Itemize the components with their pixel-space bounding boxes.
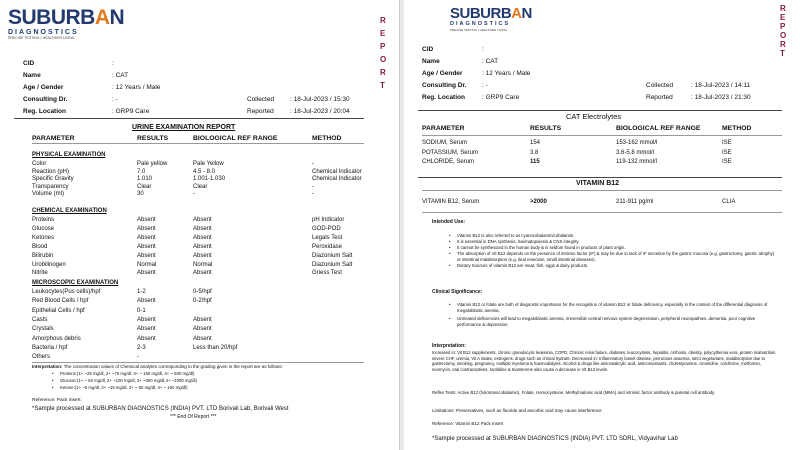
report-vertical-stamp — [780, 4, 786, 58]
table-cell: Absent — [137, 298, 156, 305]
table-cell: Specific Gravity — [32, 176, 74, 183]
intended-use-list — [449, 233, 779, 269]
column-header: RESULTS — [530, 125, 562, 132]
table-cell: 4.5 - 8.0 — [193, 168, 216, 175]
table-cell: Reaction (pH) — [32, 168, 70, 175]
collected-value: : 18-Jul-2023 / 14:11 — [691, 82, 751, 89]
report-letter: T — [380, 81, 385, 90]
table-cell: ISE — [722, 140, 732, 146]
table-cell: - — [193, 191, 195, 198]
clinical-item: • Untreated deficiencies will lead to megaloblastic anemia, irreversible central nervous system degeneration, peripheral neuropathies, dementia, poor cognitive performance & depression. — [449, 316, 779, 328]
table-cell: GOD-POD — [312, 225, 341, 232]
table-cell: 0-1 — [137, 307, 146, 314]
name-label: Name — [23, 72, 41, 79]
table-cell: POTASSIUM, Serum — [422, 149, 478, 156]
table-cell: 153-162 mmol/l — [616, 140, 658, 146]
divider — [32, 143, 364, 144]
table-cell: Clear — [193, 183, 208, 190]
clinical-significance-label: Clinical Significance: — [432, 289, 483, 295]
report-letter: T — [780, 49, 785, 58]
table-cell: 0-5/hpf — [193, 289, 212, 295]
section-heading: PHYSICAL EXAMINATION — [32, 152, 106, 158]
intended-use-item: • It is essential in DNA synthesis, haematopoiesis & CNS integrity. — [449, 239, 779, 245]
name-value: : CAT — [112, 72, 129, 79]
table-cell: 1-2 — [137, 289, 146, 295]
divider — [422, 135, 782, 136]
report-letter: P — [380, 42, 386, 51]
collected-label: Collected — [646, 82, 674, 89]
table-cell: Proteins — [32, 217, 55, 223]
interpretation-text: Increased in: Vit B12 supplements, chronic granulocytic leukemia, COPD, Chronic renal failure, diabetes, leucocytosis, hepatitis, cirrhosis, obesity, polycythemia vera, protein malnutrition, severe CHF, uremia, Vit A intake, estrogens, drugs such as chloral hydrate. Decreased in: Inflammatory bowel disease, pernicious anaemia, strict vegetarians, malabsorption due to gastrectomy, smoking, pregnancy, multiple myeloma & haemodialysis. Alcohol & drugs like aminosalicylic acid, anticonvulsants, cholestyramine, cimetidine, colchicine, metformin, neomycin, oral contraceptives, ranitidine & triamterene also cause a decrease in Vit B12 levels. — [432, 350, 777, 372]
report-letter: R — [780, 40, 786, 49]
table-cell: 115 — [530, 159, 540, 165]
table-cell: Volume (ml) — [32, 191, 65, 198]
table-cell: Absent — [137, 252, 156, 259]
loc-label: Reg. Location — [23, 108, 66, 115]
table-cell: >2000 — [530, 199, 547, 205]
divider — [422, 212, 782, 213]
table-cell: ISE — [722, 149, 732, 156]
grading-item: • Glucose:(1+ ~ 50 mg/dl, 2+ ~100 mg/dl, 3+ ~300 mg/dl,4+ ~1000 mg/dl) — [52, 378, 372, 385]
report-letter: R — [380, 16, 386, 25]
age-label: Age / Gender — [23, 84, 64, 91]
table-cell: Absent — [193, 225, 212, 232]
reported-label: Reported — [247, 108, 274, 115]
report-letter: E — [780, 13, 786, 22]
table-cell: Absent — [193, 243, 212, 250]
table-cell: - — [312, 183, 314, 190]
table-cell: Ketones — [32, 234, 55, 241]
table-cell: Casts — [32, 316, 48, 323]
table-cell: Clear — [137, 183, 152, 190]
column-header: PARAMETER — [32, 135, 75, 142]
table-cell: 1.001-1.030 — [193, 176, 226, 183]
section-heading: CHEMICAL EXAMINATION — [32, 208, 107, 214]
report-letter: R — [780, 4, 786, 13]
interpretation-label: Interpretation: — [432, 343, 466, 349]
table-cell: 2-3 — [137, 344, 146, 351]
table-cell: - — [312, 191, 314, 198]
table-cell: Pale Yellow — [193, 161, 224, 167]
table-cell: Peroxidase — [312, 243, 343, 250]
dr-label: Consulting Dr. — [422, 82, 467, 89]
report-letter: R — [380, 68, 386, 77]
table-cell: Diazonium Salt — [312, 252, 353, 259]
reported-label: Reported — [646, 94, 673, 101]
age-value: : 12 Years / Male — [482, 70, 531, 77]
report-letter: P — [780, 22, 786, 31]
table-cell: 30 — [137, 191, 144, 198]
dr-label: Consulting Dr. — [23, 96, 68, 103]
interpretation-text: The concentration values of Chemical analytes corresponding to the grading given in the report are as follows: — [63, 364, 283, 369]
table-cell: Crystals — [32, 326, 54, 333]
table-cell: Absent — [193, 252, 212, 259]
intended-use-item: • Dietary Sources of vitamin B12 are meat, fish, eggs & dairy products. — [449, 263, 779, 269]
table-cell: Griess Test — [312, 270, 342, 277]
suburban-logo: SUBURBAN DIAGNOSTICS PRECISE TESTING • HEALTHIER LIVING — [450, 5, 532, 32]
table-cell: Absent — [193, 270, 212, 277]
divider — [418, 110, 782, 111]
age-value: : 12 Years / Male — [112, 84, 161, 91]
table-cell: Chemical Indicator — [312, 168, 362, 175]
intended-use-item: • The absorption of Vit B12 depends on the presence of intrinsic factor (IF) & may be due to lack of IF secretion by the gastric mucosa (e.g. gastrectomy, gastric atrophy) or intestinal malabsorption (e.g. ileal resection, small intestinal diseases). — [449, 251, 779, 263]
table-cell: Absent — [193, 234, 212, 241]
intended-use-item: • It cannot be synthesized in the human body & is seldom found in products of plant origin. — [449, 245, 779, 251]
column-header: BIOLOGICAL REF RANGE — [616, 125, 701, 132]
table-cell: Absent — [193, 326, 212, 333]
table-cell: Bilirubin — [32, 252, 54, 259]
dr-value: : - — [112, 96, 118, 103]
column-header: PARAMETER — [422, 125, 465, 132]
table-cell: VITAMIN B12, Serum — [422, 199, 480, 205]
column-header: BIOLOGICAL REF RANGE — [193, 135, 278, 142]
column-header: RESULTS — [137, 135, 169, 142]
table-cell: Epithelial Cells / hpf — [32, 307, 85, 314]
table-cell: 7.0 — [137, 168, 146, 175]
collected-label: Collected — [247, 96, 275, 103]
loc-value: : GRP9 Care — [482, 94, 520, 101]
report-title: URINE EXAMINATION REPORT — [132, 124, 236, 131]
divider — [32, 362, 364, 363]
table-cell: Absent — [137, 234, 156, 241]
name-value: : CAT — [482, 58, 499, 65]
loc-label: Reg. Location — [422, 94, 465, 101]
table-cell: Absent — [137, 243, 156, 250]
table-cell: Absent — [193, 335, 212, 342]
intended-use-label: Intended Use: — [432, 219, 466, 225]
table-cell: - — [137, 354, 139, 361]
table-cell: Legals Test — [312, 234, 343, 241]
table-cell: Red Blood Cells / hpf — [32, 298, 89, 305]
table-cell: Absent — [137, 270, 156, 277]
divider — [14, 118, 364, 119]
table-cell: 3.6-5.8 mmol/l — [616, 149, 655, 156]
dr-value: : - — [482, 82, 488, 89]
age-label: Age / Gender — [422, 70, 463, 77]
table-cell: Absent — [137, 225, 156, 232]
table-cell: 154 — [530, 140, 541, 146]
grading-item: • Proteins:(1+ ~25 mg/dl, 2+ ~75 mg/dl, 3+ ~ 150 mg/dl, 4+ ~ 500 mg/dl) — [52, 371, 372, 378]
report-letter: E — [380, 29, 386, 38]
table-cell: Blood — [32, 243, 48, 250]
electrolytes-title: CAT Electrolytes — [566, 112, 622, 121]
table-cell: Absent — [137, 326, 156, 333]
reflex-tests: Reflex Tests: Active B12 (holotranscobalamin), Folate, Homocysteine, Methylmalonic acid (MMA) and intrinsic factor antibody & parietal cell antibody. — [432, 390, 716, 395]
table-cell: 119-132 mmol/l — [616, 159, 657, 165]
table-cell: Absent — [137, 316, 156, 323]
reference: Reference: Pack insert — [32, 398, 81, 403]
cid-label: CID — [23, 60, 35, 67]
table-cell: Absent — [193, 316, 212, 323]
table-cell: Others — [32, 354, 51, 361]
report-vertical-stamp — [380, 14, 386, 92]
sample-note: *Sample processed at SUBURBAN DIAGNOSTICS (INDIA) PVT. LTD Borivali Lab, Borivali West — [32, 406, 289, 412]
table-cell: 0-2/hpf — [193, 298, 212, 305]
table-cell: ISE — [722, 159, 732, 165]
cid-value: : — [112, 60, 114, 67]
report-letter: O — [780, 31, 787, 40]
interpretation — [32, 364, 372, 369]
table-cell: Amorphous debris — [32, 335, 81, 342]
sample-note: *Sample processed at SUBURBAN DIAGNOSTICS (INDIA) PVT. LTD SDRL, Vidyavihar Lab — [432, 436, 678, 442]
divider — [422, 190, 782, 191]
report-letter: O — [380, 55, 387, 64]
collected-value: : 18-Jul-2023 / 15:30 — [290, 96, 350, 103]
interpretation-label: Interpretation: — [32, 364, 63, 369]
reference: Reference: Vitamin B12 Pack Insert — [432, 421, 504, 426]
table-cell: 3.8 — [530, 149, 539, 156]
table-cell: Bacteria / hpf — [32, 344, 68, 351]
table-cell: Diazonium Salt — [312, 261, 353, 268]
column-header: METHOD — [312, 135, 342, 142]
table-cell: Glucose — [32, 225, 55, 232]
table-cell: - — [312, 161, 314, 167]
table-cell: Nitrite — [32, 270, 48, 277]
table-cell: CLIA — [722, 199, 736, 205]
table-cell: 211-911 pg/ml — [616, 199, 654, 205]
table-cell: Chemical Indicator — [312, 176, 362, 183]
table-cell: Normal — [193, 261, 213, 268]
table-cell: Absent — [137, 217, 156, 223]
cid-value: : — [482, 46, 484, 53]
table-cell: Absent — [193, 217, 212, 223]
reported-value: : 18-Jul-2023 / 20:04 — [290, 108, 350, 115]
divider — [418, 177, 782, 178]
suburban-logo: SUBURBAN DIAGNOSTICS PRECISE TESTING • HEALTHIER LIVING — [8, 6, 125, 40]
cat-electrolytes-b12-page — [404, 0, 800, 450]
clinical-item: • Vitamin B12 or folate are both of diagnostic importance for the recognition of vitamin B12 or folate deficiency, especially in the context of the differential diagnosis of megaloblastic anemia. — [449, 302, 779, 314]
end-of-report: *** End Of Report *** — [170, 414, 217, 420]
table-cell: 1.010 — [137, 176, 153, 183]
table-cell: SODIUM, Serum — [422, 140, 468, 146]
b12-title: VITAMIN B12 — [576, 180, 620, 187]
name-label: Name — [422, 58, 440, 65]
intended-use-item: • Vitamin B12 is also referred to as cyanocobalamin/cobalamin. — [449, 233, 779, 239]
table-cell: Urobilinogen — [32, 261, 66, 268]
limitations: Limitations: Preservatives, such as fluoride and ascorbic acid may cause interference — [432, 408, 602, 413]
table-cell: Leukocytes(Pus cells)/hpf — [32, 289, 101, 295]
table-cell: Transparency — [32, 183, 69, 190]
table-cell: Less than 20/hpf — [193, 344, 238, 351]
table-cell: Absent — [137, 335, 156, 342]
table-cell: Color — [32, 161, 47, 167]
table-cell: pH Indicator — [312, 217, 345, 223]
table-cell: CHLORIDE, Serum — [422, 159, 475, 165]
reported-value: : 18-Jul-2023 / 21:30 — [691, 94, 751, 101]
table-cell: Normal — [137, 261, 157, 268]
cid-label: CID — [422, 46, 434, 53]
grading-list — [52, 371, 372, 391]
clinical-significance-list — [449, 302, 779, 330]
section-heading: MICROSCOPIC EXAMINATION — [32, 280, 119, 286]
table-cell: Pale yellow — [137, 161, 168, 167]
loc-value: : GRP9 Care — [112, 108, 150, 115]
column-header: METHOD — [722, 125, 752, 132]
grading-item: • Ketone:(1+ ~5 mg/dl, 2+ ~15 mg/dl, 3+ ~ 50 mg/dl, 4+ ~ 150 mg/dl) — [52, 385, 372, 392]
